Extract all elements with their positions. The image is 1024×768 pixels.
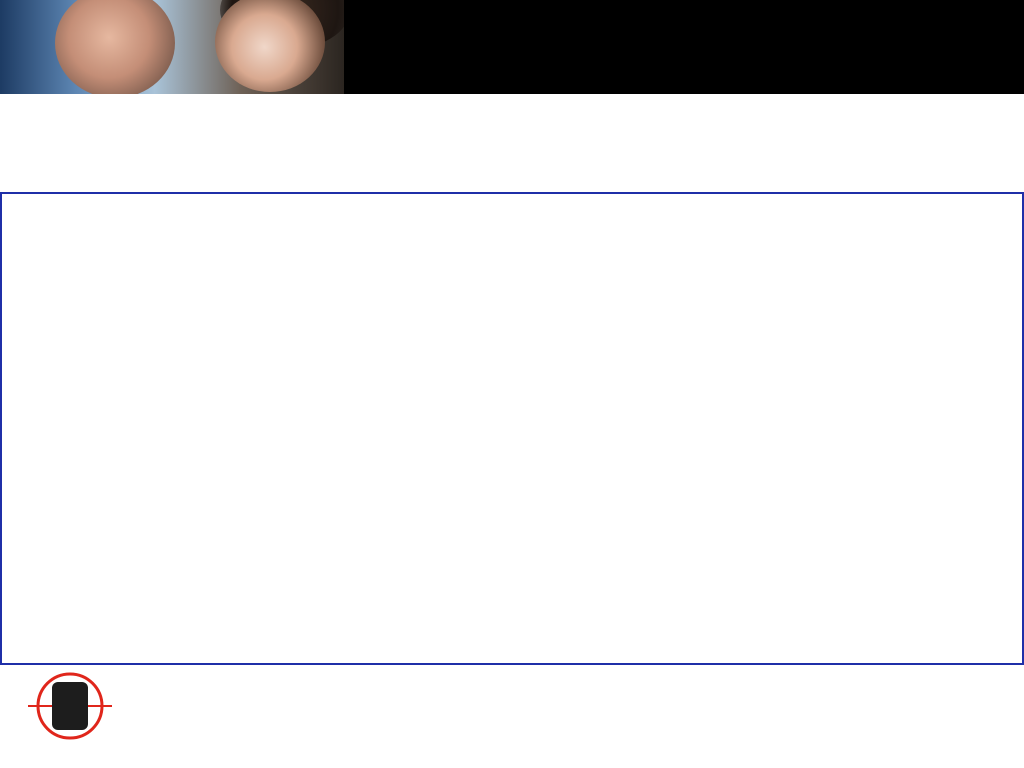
header-banner [0,0,1024,94]
construction-solutions-logo [8,640,132,764]
photo-person-right [215,0,325,92]
spreadsheet [0,192,1024,665]
header-photo [0,0,344,94]
photo-person-left [55,0,175,94]
